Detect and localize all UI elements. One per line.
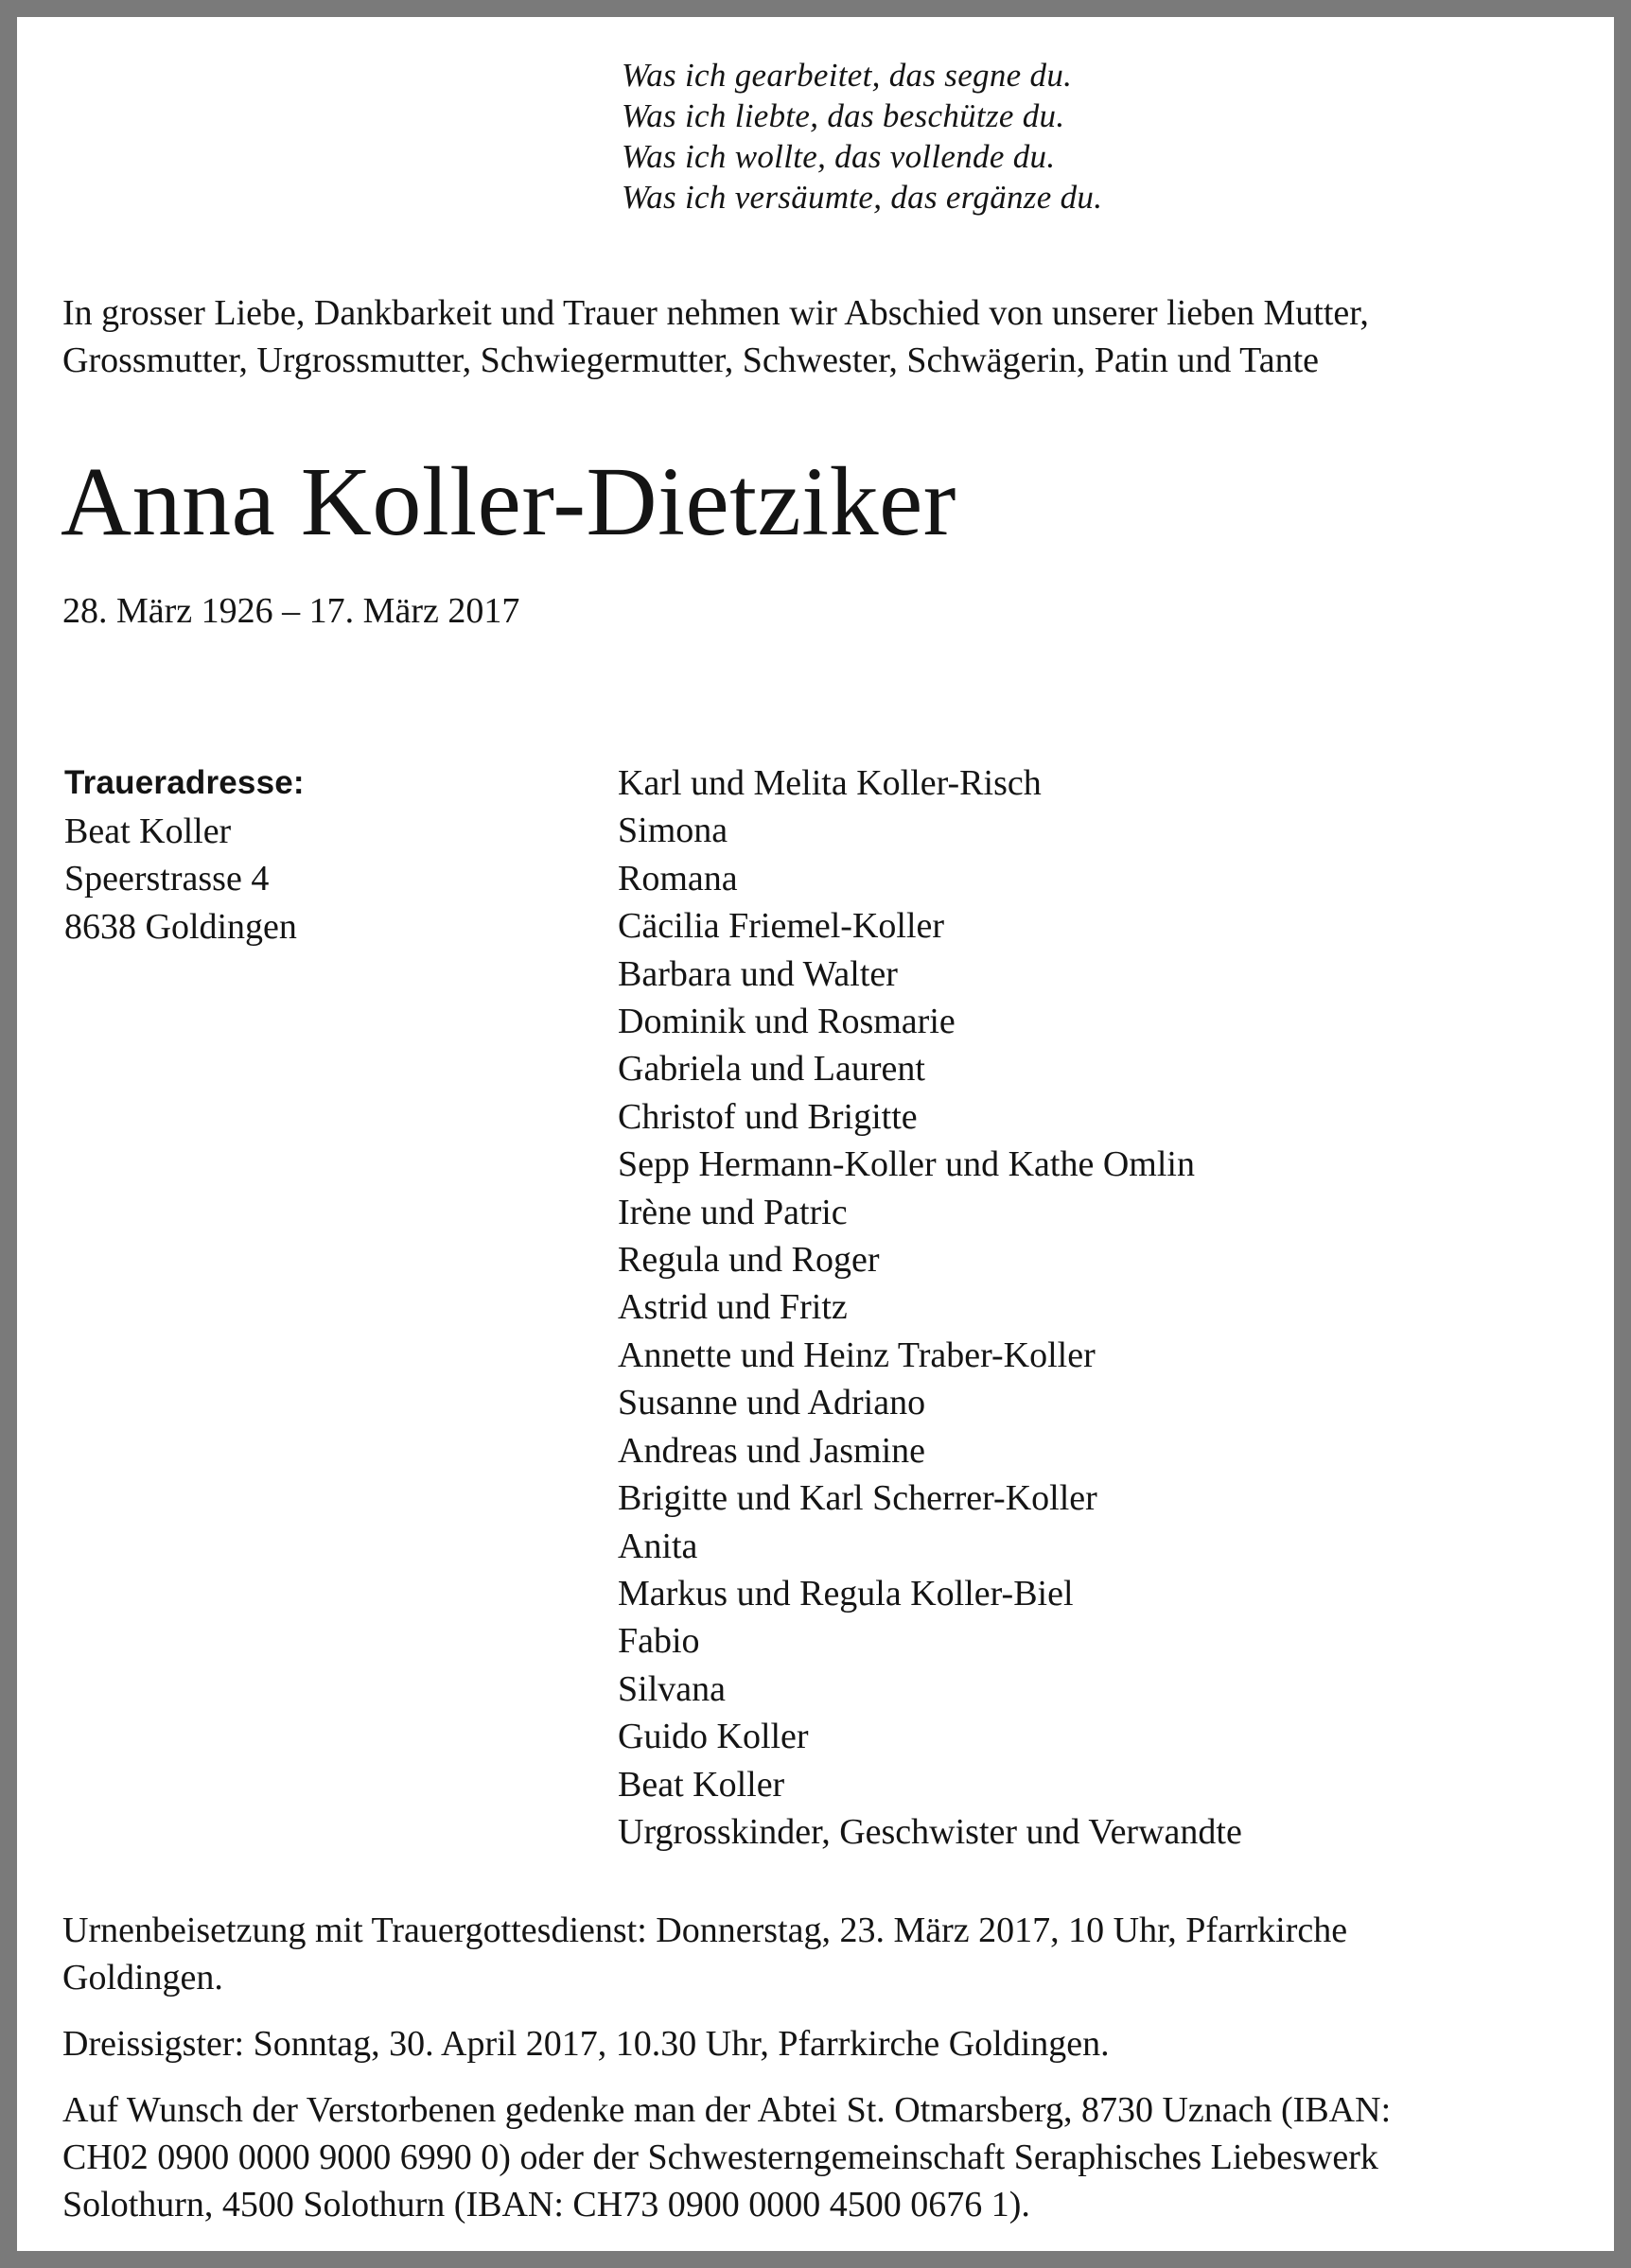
mourner: Gabriela und Laurent	[618, 1049, 925, 1090]
mourner: Simona	[618, 811, 728, 851]
farewell-intro	[62, 289, 1595, 384]
mourner: Beat Koller	[618, 1764, 785, 1805]
mourner: Annette und Heinz Traber-Koller	[618, 1335, 1096, 1375]
donation-line: Solothurn, 4500 Solothurn (IBAN: CH73 0900 0000 4500 0676 1).	[62, 2185, 1030, 2224]
intro-line: In grosser Liebe, Dankbarkeit und Trauer nehmen wir Abschied von unserer lieben Mutter,	[62, 293, 1369, 333]
verse-line: Was ich gearbeitet, das segne du.	[622, 57, 1073, 94]
mourner: Romana	[618, 858, 738, 898]
verse-line: Was ich wollte, das vollende du.	[622, 138, 1056, 175]
mourner: Irène und Patric	[618, 1192, 848, 1232]
mourner: Christof und Brigitte	[618, 1096, 918, 1137]
mourner: Barbara und Walter	[618, 953, 898, 994]
verse-line: Was ich versäumte, das ergänze du.	[622, 179, 1103, 216]
donation-notice	[62, 2086, 1595, 2228]
mourner: Anita	[618, 1526, 698, 1566]
mourners-list	[618, 759, 1242, 1856]
mourner: Fabio	[618, 1621, 700, 1662]
address-line: Beat Koller	[64, 811, 232, 851]
funeral-line: Goldingen.	[62, 1958, 223, 1998]
memorial-verse	[622, 55, 1102, 218]
verse-line: Was ich liebte, das beschütze du.	[622, 97, 1065, 134]
mourner: Regula und Roger	[618, 1240, 880, 1281]
thirtieth-day-mass-notice	[62, 2020, 1595, 2067]
address-line: 8638 Goldingen	[64, 906, 297, 947]
mourner: Dominik und Rosmarie	[618, 1002, 956, 1042]
intro-line: Grossmutter, Urgrossmutter, Schwiegermutter, Schwester, Schwägerin, Patin und Tante	[62, 340, 1320, 380]
mourner: Urgrosskinder, Geschwister und Verwandte	[618, 1811, 1242, 1852]
obituary-notice	[17, 17, 1614, 2251]
life-dates: 28. März 1926 – 17. März 2017	[62, 591, 520, 631]
mourner: Markus und Regula Koller-Biel	[618, 1573, 1074, 1614]
donation-line: Auf Wunsch der Verstorbenen gedenke man der Abtei St. Otmarsberg, 8730 Uznach (IBAN:	[62, 2090, 1392, 2130]
donation-line: CH02 0900 0000 9000 6990 0) oder der Schwesterngemeinschaft Seraphisches Liebeswerk	[62, 2137, 1378, 2177]
mourner: Silvana	[618, 1668, 726, 1709]
mourning-address	[64, 759, 305, 951]
mourner: Astrid und Fritz	[618, 1287, 848, 1328]
deceased-name: Anna Koller-Dietziker	[61, 447, 956, 556]
address-label: Traueradresse:	[64, 764, 305, 801]
mourner: Cäcilia Friemel-Koller	[618, 906, 945, 947]
funeral-service-notice	[62, 1907, 1595, 2001]
mourner: Sepp Hermann-Koller und Kathe Omlin	[618, 1144, 1195, 1185]
mourner: Brigitte und Karl Scherrer-Koller	[618, 1478, 1097, 1519]
funeral-line: Urnenbeisetzung mit Trauergottesdienst: Donnerstag, 23. März 2017, 10 Uhr, Pfarrkirche	[62, 1910, 1348, 1950]
thirtieth-line: Dreissigster: Sonntag, 30. April 2017, 10.30 Uhr, Pfarrkirche Goldingen.	[62, 2024, 1110, 2064]
address-line: Speerstrasse 4	[64, 859, 270, 898]
mourner: Guido Koller	[618, 1717, 809, 1757]
mourner: Susanne und Adriano	[618, 1383, 926, 1423]
mourner: Andreas und Jasmine	[618, 1430, 926, 1471]
mourner: Karl und Melita Koller-Risch	[618, 763, 1042, 803]
